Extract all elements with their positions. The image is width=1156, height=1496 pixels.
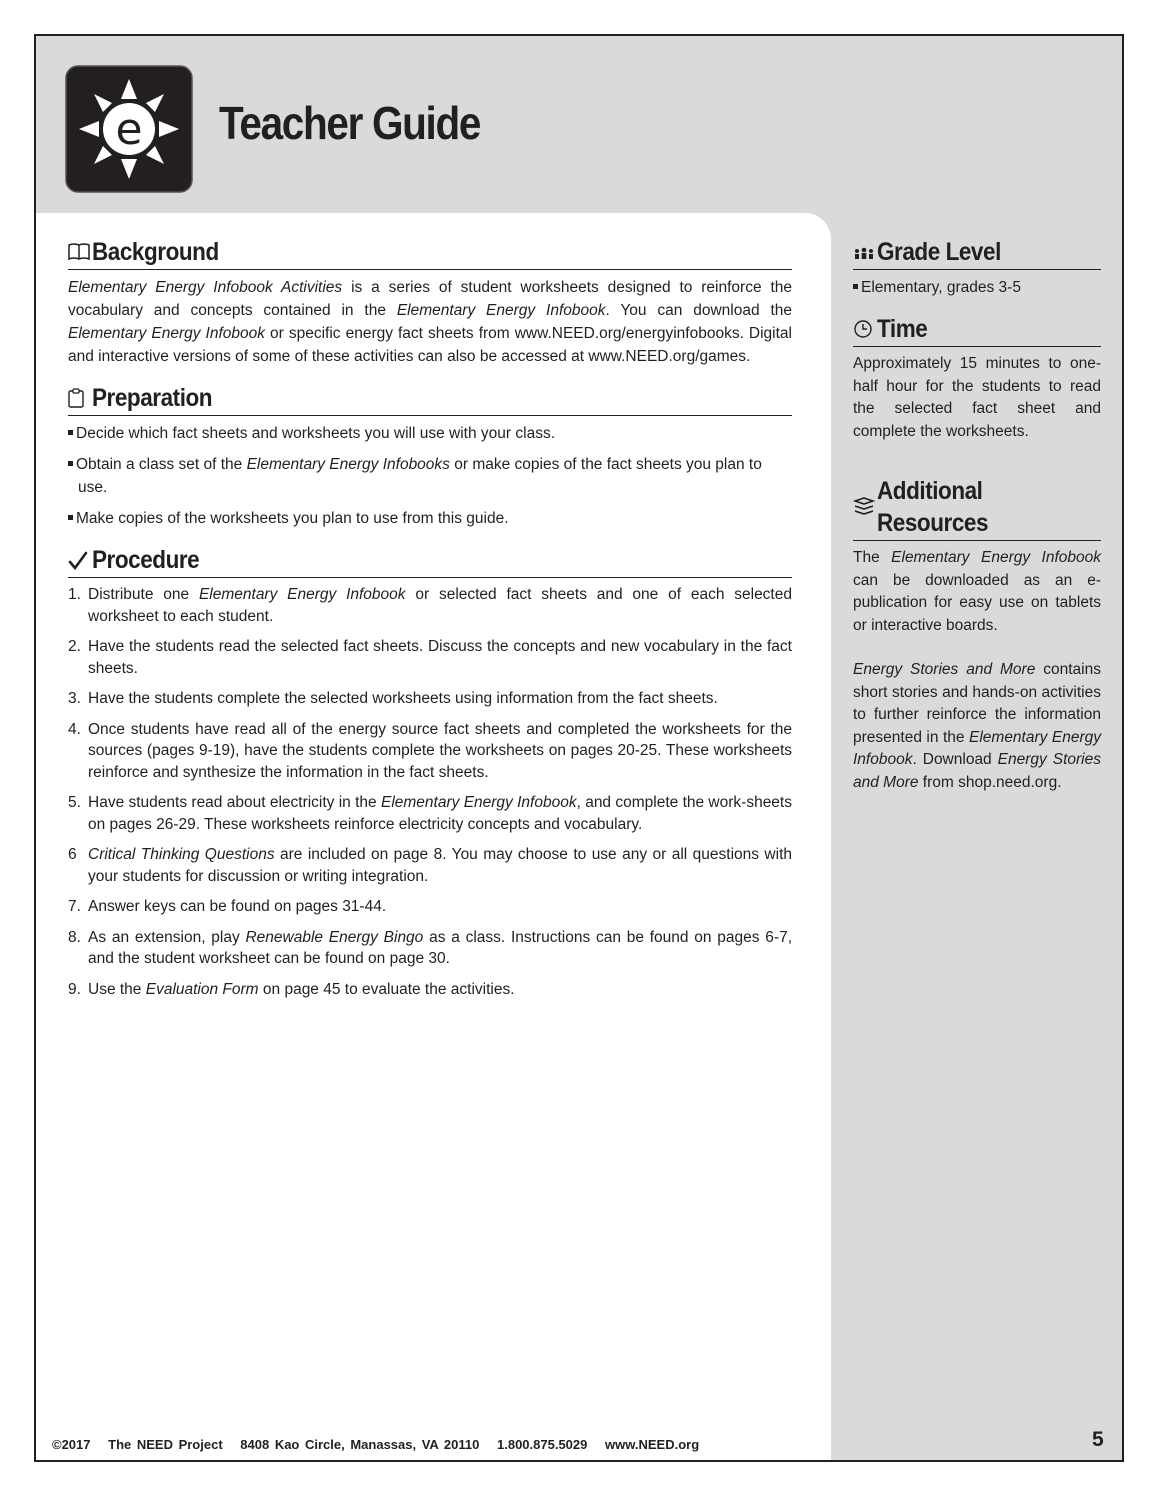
clipboard-icon <box>68 387 90 409</box>
resources-paragraph-2: Energy Stories and More contains short stories and hands-on activities to further reinforce the information presented in the Elementary Energy Infobook. Download Energy Stories and More from shop.need.org. <box>853 661 1101 791</box>
svg-text:e: e <box>115 104 143 155</box>
preparation-item: Obtain a class set of the Elementary Energy Infobooks or make copies of the fact sheets you plan to use. <box>68 453 792 499</box>
book-stack-icon <box>853 496 875 518</box>
preparation-list <box>68 422 792 530</box>
checkmark-icon <box>68 549 90 571</box>
sun-e-logo-icon <box>65 65 193 193</box>
step-text: Have students read about electricity in the Elementary Energy Infobook, and complete the work-sheets on pages 26-29. These worksheets reinforce electricity concepts and vocabulary. <box>88 794 792 833</box>
sidebar <box>853 236 1101 808</box>
step-number: 6 <box>68 846 77 863</box>
footer-org: The NEED Project <box>108 1437 223 1452</box>
procedure-step <box>68 844 792 887</box>
people-group-icon <box>853 241 875 263</box>
procedure-step <box>68 896 792 918</box>
grade-level-item: Elementary, grades 3-5 <box>853 276 1101 299</box>
additional-resources-section <box>853 475 1101 794</box>
clock-icon <box>853 318 875 340</box>
time-section <box>853 313 1101 443</box>
procedure-section <box>68 544 792 1000</box>
step-number: 7. <box>68 898 81 915</box>
footer-address: 8408 Kao Circle, Manassas, VA 20110 <box>240 1437 480 1452</box>
step-number: 4. <box>68 720 81 738</box>
bullet-square-icon <box>68 430 73 435</box>
bullet-square-icon <box>853 284 858 289</box>
step-text: As an extension, play Renewable Energy Bingo as a class. Instructions can be found on pages 6-7, and the student worksheet can be found on page 30. <box>88 928 792 967</box>
background-heading: Background <box>68 236 792 270</box>
time-heading: Time <box>853 313 1101 347</box>
step-text: Distribute one Elementary Energy Infobook or selected fact sheets and one of each selected worksheet to each student. <box>88 586 792 625</box>
step-number: 2. <box>68 638 81 655</box>
page-number: 5 <box>1092 1428 1104 1451</box>
additional-resources-heading: Additional Resources <box>853 475 1101 541</box>
procedure-step <box>68 719 792 784</box>
background-paragraph: Elementary Energy Infobook Activities is a series of student worksheets designed to reinforce the vocabulary and concepts contained in the Elementary Energy Infobook. You can download the Elementary Energy Infobook or specific energy fact sheets from www.NEED.org/energyinfobooks. Digital and interactive versions of some of these activities can also be accessed at www.NEED.org/games. <box>68 279 792 365</box>
step-number: 9. <box>68 980 81 998</box>
preparation-heading: Preparation <box>68 382 792 416</box>
step-text: Answer keys can be found on pages 31-44. <box>88 898 387 915</box>
time-paragraph: Approximately 15 minutes to one-half hour for the students to read the selected fact sheet and complete the worksheets. <box>853 355 1101 440</box>
footer <box>52 1437 711 1452</box>
footer-website[interactable]: www.NEED.org <box>605 1437 700 1452</box>
procedure-step <box>68 927 792 970</box>
step-number: 1. <box>68 586 81 603</box>
step-text: Critical Thinking Questions are included on page 8. You may choose to use any or all questions with your students for discussion or writing integration. <box>88 846 792 885</box>
procedure-step <box>68 979 792 1001</box>
step-number: 8. <box>68 928 81 946</box>
open-book-icon <box>68 241 90 263</box>
step-text: Have the students complete the selected worksheets using information from the fact sheets. <box>88 690 718 707</box>
bullet-square-icon <box>68 515 73 520</box>
background-section <box>68 236 792 368</box>
page <box>34 34 1124 1462</box>
step-number: 3. <box>68 690 81 707</box>
main-column <box>68 236 792 1014</box>
procedure-list <box>68 584 792 1000</box>
preparation-item: Decide which fact sheets and worksheets you will use with your class. <box>68 422 792 445</box>
grade-level-section <box>853 236 1101 299</box>
procedure-step <box>68 584 792 627</box>
procedure-heading: Procedure <box>68 544 792 578</box>
step-text: Have the students read the selected fact sheets. Discuss the concepts and new vocabulary in the fact sheets. <box>88 638 792 677</box>
step-text: Use the Evaluation Form on page 45 to evaluate the activities. <box>88 980 515 998</box>
procedure-step <box>68 792 792 835</box>
step-number: 5. <box>68 794 81 811</box>
bullet-square-icon <box>68 461 73 466</box>
preparation-item: Make copies of the worksheets you plan to use from this guide. <box>68 507 792 530</box>
footer-copyright: ©2017 <box>52 1437 91 1452</box>
need-logo <box>65 65 193 193</box>
grade-level-list <box>853 276 1101 299</box>
footer-phone: 1.800.875.5029 <box>497 1437 588 1452</box>
preparation-section <box>68 382 792 530</box>
resources-paragraph-1: The Elementary Energy Infobook can be downloaded as an e-publication for easy use on tablets or interactive boards. <box>853 549 1101 634</box>
procedure-step <box>68 688 792 710</box>
grade-level-heading: Grade Level <box>853 236 1101 270</box>
page-title: Teacher Guide <box>219 97 481 149</box>
procedure-step <box>68 636 792 679</box>
step-text: Once students have read all of the energy source fact sheets and completed the worksheets for the sources (pages 9-19), have the students complete the worksheets on pages 20-25. These worksheets reinforce and synthesize the information in the fact sheets. <box>88 720 792 781</box>
